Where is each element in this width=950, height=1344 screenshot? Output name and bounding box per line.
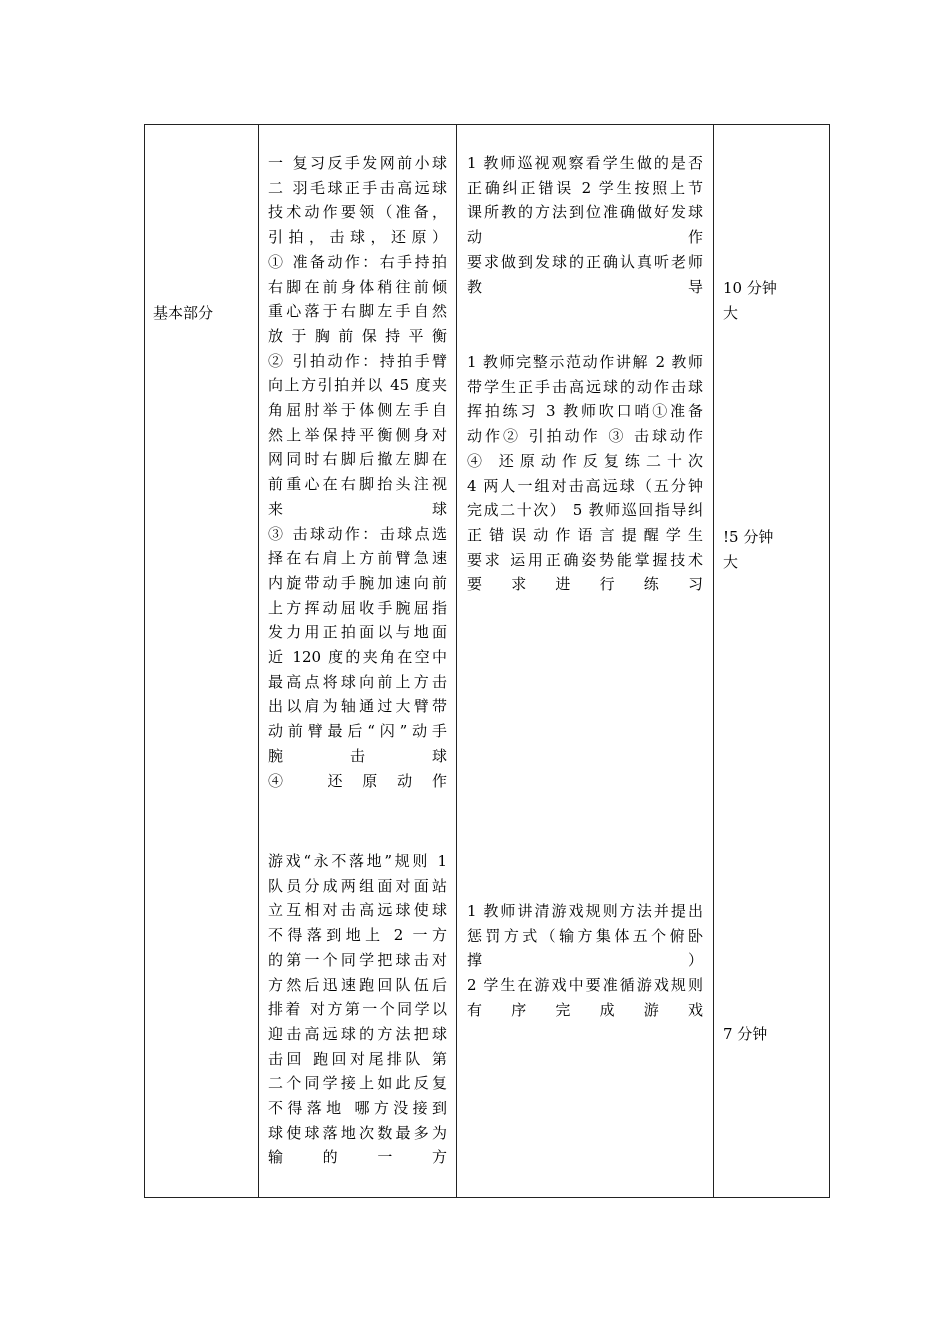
content-line: ④ 还原动作: [268, 771, 447, 790]
content-line: 队员分成两组面对面站: [268, 876, 447, 895]
content-line: 内旋带动手腕加速向前: [268, 573, 447, 592]
content-line: 来球: [268, 499, 447, 518]
content-line: 方然后迅速跑回队伍后: [268, 975, 447, 994]
methods-line: 挥拍练习 3 教师吹口哨①准备: [467, 402, 703, 421]
methods-block-game: [467, 899, 703, 1023]
content-line: 动前臂最后“闪”动手: [268, 722, 447, 741]
methods-cell: [457, 125, 714, 1198]
methods-line: 有序完成游戏: [467, 1000, 703, 1019]
content-line: 前重心在右脚抬头注视: [268, 475, 447, 494]
methods-line: 完成二十次） 5 教师巡回指导纠: [467, 501, 703, 520]
methods-line: 正确纠正错误 2 学生按照上节: [467, 178, 703, 197]
methods-line: 正错误动作语言提醒学生: [467, 525, 703, 544]
content-line: 击回 跑回对尾排队 第: [268, 1049, 447, 1068]
methods-line: ④ 还原动作反复练二十次: [467, 451, 703, 470]
time-label: !5 分钟: [723, 528, 774, 546]
content-line: 腕击球: [268, 746, 447, 765]
content-line: 角屈肘举于体侧左手自: [268, 401, 447, 420]
time-note: 大: [723, 303, 739, 322]
lesson-plan-table: [144, 124, 830, 1198]
content-line: 右脚在前身体稍往前倾: [268, 277, 447, 296]
time-block-2: [723, 525, 823, 574]
content-line: ② 引拍动作：持拍手臂: [268, 351, 447, 370]
content-line: 游戏“永不落地”规则 1: [268, 852, 447, 870]
content-line: ① 准备动作：右手持拍: [268, 252, 447, 271]
content-line: 一 复习反手发网前小球: [268, 154, 447, 172]
content-line: 二个同学接上如此反复: [268, 1074, 447, 1093]
methods-block-demo: [467, 350, 703, 597]
methods-line: 2 学生在游戏中要准循游戏规则: [467, 976, 703, 995]
content-line: 排着 对方第一个同学以: [268, 1000, 447, 1019]
content-line: 的第一个同学把球击对: [268, 950, 447, 969]
content-line: 择在右肩上方前臂急速: [268, 549, 447, 568]
content-line: 最高点将球向前上方击: [268, 672, 447, 691]
methods-line: 1 教师巡视观察看学生做的是否: [467, 154, 703, 172]
content-line: 二 羽毛球正手击高远球: [268, 178, 447, 197]
methods-line: 带学生正手击高远球的动作击球: [467, 377, 703, 396]
content-block-technique: [268, 151, 447, 793]
content-line: 立互相对击高远球使球: [268, 901, 447, 920]
content-line: 向上方引拍并以 45 度夹: [268, 376, 447, 395]
methods-line: 4 两人一组对击高远球（五分钟: [467, 476, 703, 495]
table-row: [145, 125, 830, 1198]
methods-line: 动作: [467, 228, 703, 247]
section-label: 基本部分: [153, 304, 214, 322]
content-line: 上方挥动屈收手腕屈指: [268, 598, 447, 617]
time-label: 7 分钟: [723, 1025, 768, 1043]
content-cell: [259, 125, 457, 1198]
content-line: 网同时右脚后撤左脚在: [268, 450, 447, 469]
content-line: 技术动作要领（准备，: [268, 203, 447, 222]
methods-line: 要求进行练习: [467, 575, 703, 594]
content-line: 不得落到地上 2 一方: [268, 926, 447, 945]
content-line: 迎击高远球的方法把球: [268, 1024, 447, 1043]
content-line: 重心落于右脚左手自然: [268, 302, 447, 321]
time-cell: [714, 125, 830, 1198]
content-line: 发力用正拍面以与地面: [268, 623, 447, 642]
methods-line: 撑）: [467, 951, 703, 970]
methods-line: 1 教师完整示范动作讲解 2 教师: [467, 353, 703, 371]
content-line: ③ 击球动作：击球点选: [268, 524, 447, 543]
methods-line: 动作② 引拍动作 ③ 击球动作: [467, 427, 703, 446]
content-block-game: [268, 849, 447, 1170]
content-line: 球使球落地次数最多为: [268, 1123, 447, 1142]
time-note: 大: [723, 552, 739, 571]
content-line: 然上举保持平衡侧身对: [268, 425, 447, 444]
content-line: 放于胸前保持平衡: [268, 326, 447, 345]
methods-line: 惩罚方式（输方集体五个俯卧: [467, 926, 703, 945]
time-label: 10 分钟: [723, 279, 777, 297]
content-line: 出以肩为轴通过大臂带: [268, 697, 447, 716]
section-cell: [145, 125, 259, 1198]
content-line: 不得落地 哪方没接到: [268, 1099, 447, 1118]
content-line: 引拍，击球，还原）: [268, 228, 447, 247]
methods-line: 1 教师讲清游戏规则方法并提出: [467, 902, 703, 920]
methods-block-review: [467, 151, 703, 299]
content-line: 输的一方: [268, 1148, 447, 1167]
time-block-1: [723, 276, 823, 325]
time-block-3: [723, 1022, 823, 1047]
content-line: 近 120 度的夹角在空中: [268, 648, 447, 667]
methods-line: 要求做到发球的正确认真听老师: [467, 252, 703, 271]
methods-line: 要求 运用正确姿势能掌握技术: [467, 550, 703, 569]
methods-line: 教导: [467, 277, 703, 296]
methods-line: 课所教的方法到位准确做好发球: [467, 203, 703, 222]
